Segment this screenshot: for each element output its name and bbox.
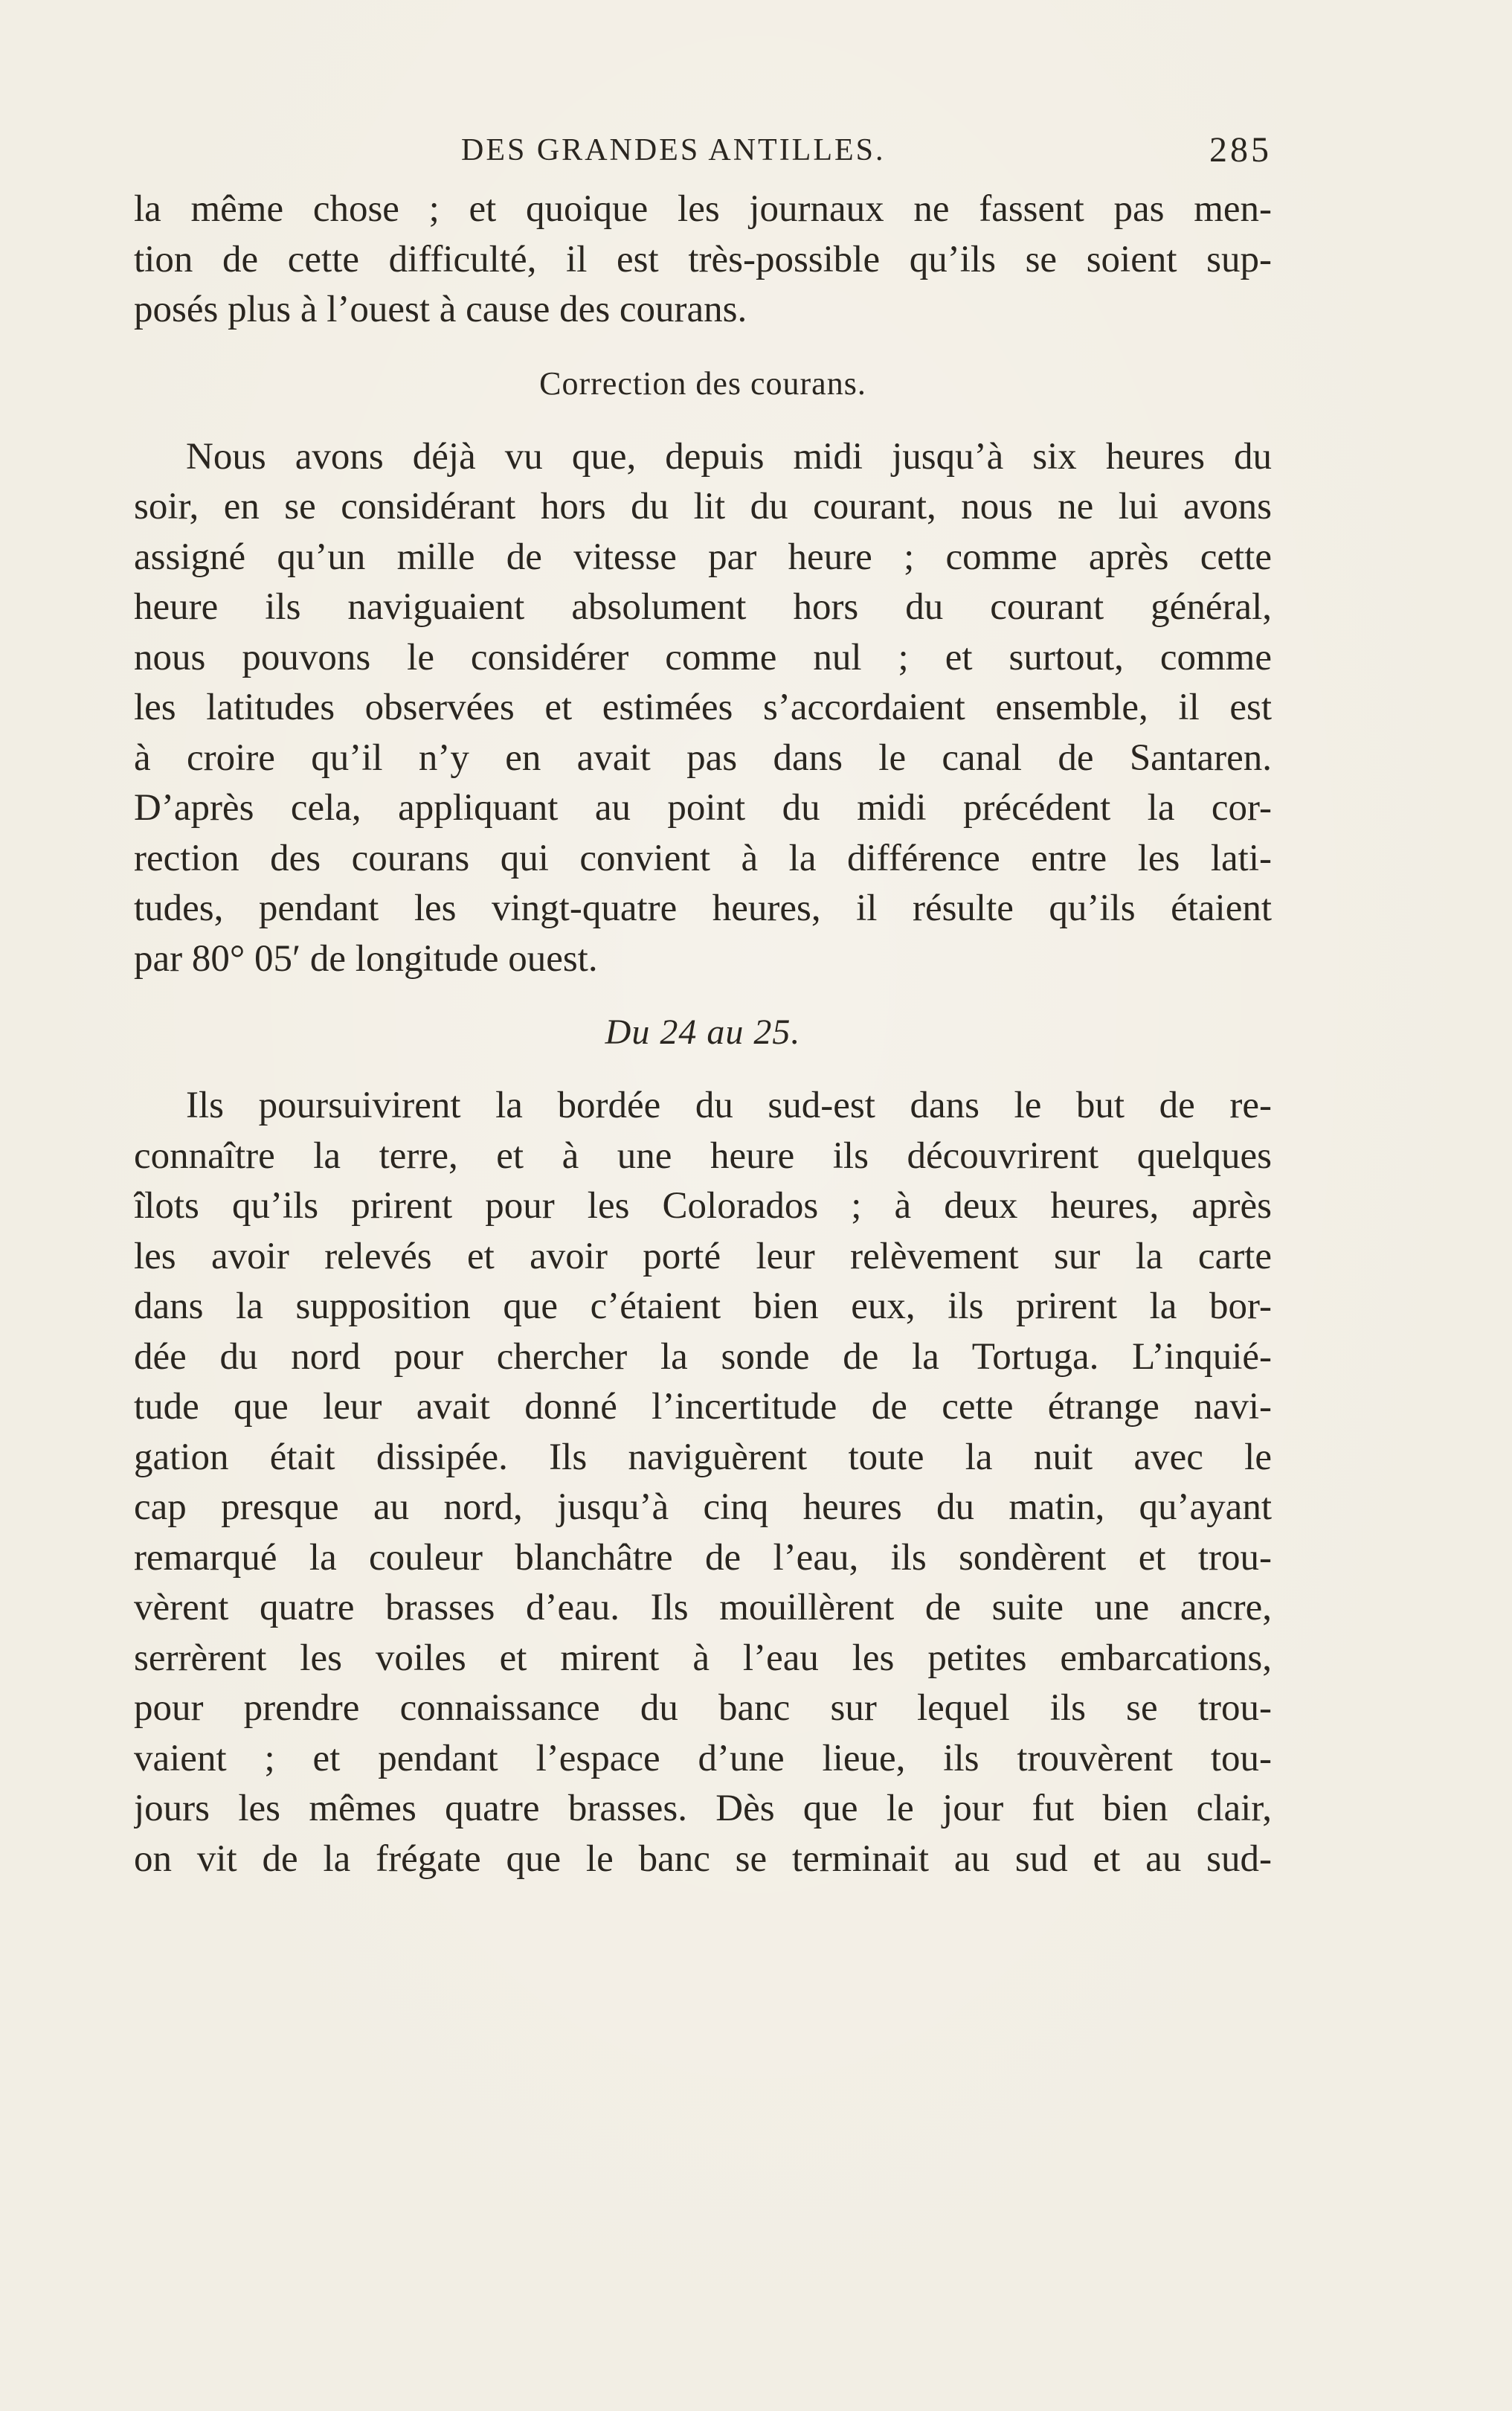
- text-line: soir, en se considérant hors du lit du courant, nous ne lui avons: [134, 486, 1272, 527]
- body-text: [134, 184, 1272, 1884]
- text-line: tude que leur avait donné l’incertitude de cette étrange navi-: [134, 1386, 1272, 1428]
- text-line: la même chose ; et quoique les journaux ne fassent pas men-: [134, 188, 1272, 230]
- page-number: 285: [1209, 130, 1272, 170]
- paragraph: [134, 1081, 1272, 1884]
- text-line: connaître la terre, et à une heure ils découvrirent quelques: [134, 1134, 1272, 1177]
- text-line: dée du nord pour chercher la sonde de la Tortuga. L’inquié-: [134, 1335, 1272, 1378]
- text-line: remarqué la couleur blanchâtre de l’eau, ils sondèrent et trou-: [134, 1536, 1272, 1579]
- text-line: nous pouvons le considérer comme nul ; et surtout, comme: [134, 636, 1272, 678]
- text-line: on vit de la frégate que le banc se terminait au sud et au sud-: [134, 1837, 1272, 1880]
- paragraph: [134, 184, 1272, 336]
- running-head: DES GRANDES ANTILLES.: [461, 133, 886, 167]
- text-line: serrèrent les voiles et mirent à l’eau les petites embarcations,: [134, 1637, 1272, 1679]
- text-line: gation était dissipée. Ils naviguèrent toute la nuit avec le: [134, 1436, 1272, 1478]
- text-line: îlots qu’ils prirent pour les Colorados ; à deux heures, après: [134, 1185, 1272, 1227]
- text-line: tudes, pendant les vingt-quatre heures, il résulte qu’ils étaient: [134, 887, 1272, 929]
- paragraph: [134, 432, 1272, 985]
- text-line: pour prendre connaissance du banc sur lequel ils se trou-: [134, 1687, 1272, 1729]
- text-line: dans la supposition que c’étaient bien eux, ils prirent la bor-: [134, 1285, 1272, 1327]
- section-heading: Du 24 au 25.: [605, 1012, 801, 1052]
- text-line: rection des courans qui convient à la différence entre les lati-: [134, 837, 1272, 879]
- text-line: les latitudes observées et estimées s’accordaient ensemble, il est: [134, 687, 1272, 728]
- text-line: à croire qu’il n’y en avait pas dans le canal de Santaren.: [134, 736, 1272, 779]
- text-line: heure ils naviguaient absolument hors du courant général,: [134, 586, 1272, 628]
- text-line: jours les mêmes quatre brasses. Dès que le jour fut bien clair,: [134, 1788, 1272, 1829]
- text-line: vèrent quatre brasses d’eau. Ils mouillèrent de suite une ancre,: [134, 1587, 1272, 1628]
- page-header: [134, 132, 1272, 177]
- text-line: posés plus à l’ouest à cause des courans.: [134, 289, 747, 330]
- text-line: D’après cela, appliquant au point du midi précédent la cor-: [134, 787, 1272, 829]
- text-line: Ils poursuivirent la bordée du sud-est dans le but de re-: [186, 1085, 1272, 1126]
- text-line: tion de cette difficulté, il est très-possible qu’ils se soient sup-: [134, 238, 1272, 280]
- text-line: Nous avons déjà vu que, depuis midi jusqu’à six heures du: [186, 435, 1272, 478]
- text-line: assigné qu’un mille de vitesse par heure ; comme après cette: [134, 536, 1272, 578]
- text-line: par 80° 05′ de longitude ouest.: [134, 937, 598, 980]
- text-line: vaient ; et pendant l’espace d’une lieue, ils trouvèrent tou-: [134, 1737, 1272, 1779]
- text-line: cap presque au nord, jusqu’à cinq heures du matin, qu’ayant: [134, 1486, 1272, 1528]
- text-line: les avoir relevés et avoir porté leur relèvement sur la carte: [134, 1235, 1272, 1277]
- section-heading: Correction des courans.: [539, 365, 866, 402]
